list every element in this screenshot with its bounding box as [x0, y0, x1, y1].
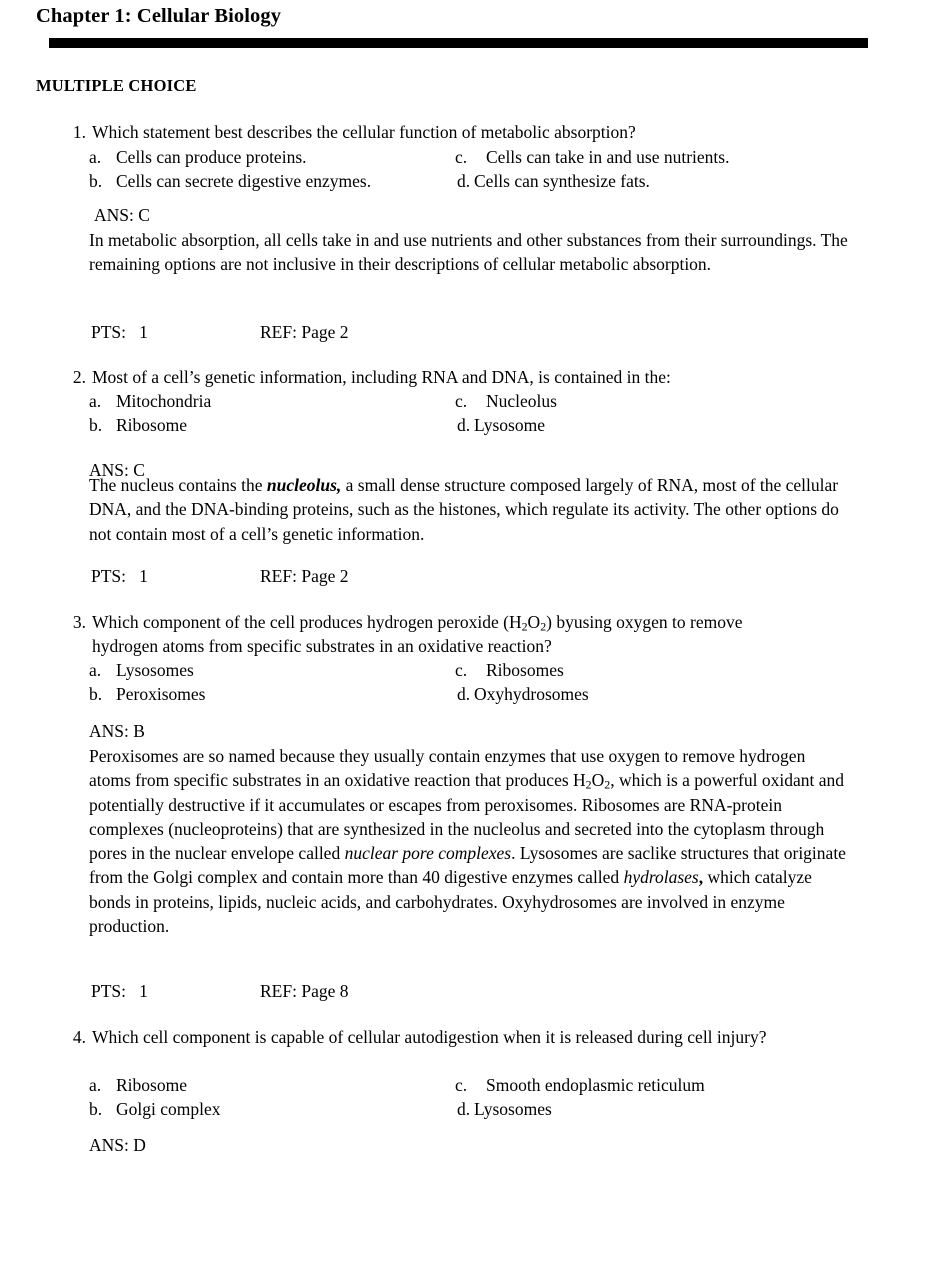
section-heading: MULTIPLE CHOICE [36, 76, 197, 95]
question-number: 1. [72, 122, 86, 142]
option-b-label: b. [89, 415, 103, 435]
option-b[interactable] [89, 1097, 221, 1121]
option-a[interactable] [89, 389, 211, 413]
option-a-text: Lysosomes [116, 660, 194, 680]
question-stem: Which cell component is capable of cellular autodigestion when it is released during cell injury? [92, 1027, 767, 1047]
option-d-label: d. [457, 171, 471, 191]
rationale-2-part2: a small dense structure composed largely of RNA, most of the cellular DNA, and the DNA-binding proteins, such as the histones, which regulate its activity. The other options do not contain most of a cell’s genetic information. [89, 475, 839, 544]
question-stem-part3: ) byusing oxygen to remove hydrogen atoms from specific substrates in an oxidative reaction? [92, 612, 743, 656]
subscript-2: 2 [540, 619, 547, 634]
option-b-text: Golgi complex [116, 1099, 221, 1119]
rationale-2-part1: The nucleus contains the [89, 475, 267, 495]
ref-value: REF: Page 2 [260, 322, 349, 342]
option-c-text: Ribosomes [486, 660, 564, 680]
option-d[interactable] [457, 169, 650, 193]
subscript-2: 2 [604, 777, 611, 792]
question-stem [92, 610, 812, 658]
question-number: 3. [72, 612, 86, 632]
option-a[interactable] [89, 145, 307, 169]
answer-label-2: ANS: C [89, 460, 145, 480]
option-c[interactable] [455, 658, 564, 682]
answer-label-4: ANS: D [89, 1135, 146, 1155]
ref-value: REF: Page 8 [260, 981, 349, 1001]
rationale-3-part3: , which is a powerful oxidant and potentially destructive if it accumulates or escapes from peroxisomes. Ribosomes are RNA-protein complexes (nucleoproteins) that are synthesized in the nucleolus and secreted into the cytoplasm through pores in the nuclear envelope called [89, 770, 844, 864]
pts-value: PTS: 1 [91, 566, 148, 586]
option-b[interactable] [89, 413, 187, 437]
subscript-2: 2 [585, 777, 592, 792]
option-a-text: Ribosome [116, 1075, 187, 1095]
rationale-3-part5: , [698, 867, 704, 888]
option-d[interactable] [457, 1097, 552, 1121]
question-stem: Most of a cell’s genetic information, including RNA and DNA, is contained in the: [92, 367, 671, 387]
option-d[interactable] [457, 413, 545, 437]
option-b[interactable] [89, 169, 371, 193]
question-stem-part2: O [527, 612, 541, 632]
option-a-label: a. [89, 391, 102, 411]
rationale-3-part1: Peroxisomes are so named because they usually contain enzymes that use oxygen to remove hydrogen atoms from specific substrates in an oxidative reaction that produces H [89, 746, 806, 791]
question-stem: Which statement best describes the cellular function of metabolic absorption? [92, 122, 636, 142]
option-b[interactable] [89, 682, 205, 706]
option-c-label: c. [455, 1075, 468, 1095]
option-d-label: d. [457, 684, 471, 704]
option-c-text: Smooth endoplasmic reticulum [486, 1075, 705, 1095]
rationale-3 [89, 744, 849, 938]
option-b-label: b. [89, 171, 103, 191]
option-b-text: Cells can secrete digestive enzymes. [116, 171, 372, 191]
option-d-text: Lysosomes [474, 1099, 552, 1119]
option-b-text: Ribosome [116, 415, 187, 435]
option-a-text: Cells can produce proteins. [116, 147, 307, 167]
rationale-3-emphasis-2: hydrolases [623, 867, 699, 888]
pts-value: PTS: 1 [91, 322, 148, 342]
option-d-text: Lysosome [474, 415, 545, 435]
option-a-label: a. [89, 660, 102, 680]
option-d-text: Oxyhydrosomes [474, 684, 589, 704]
option-d-text: Cells can synthesize fats. [474, 171, 650, 191]
option-b-text: Peroxisomes [116, 684, 206, 704]
rationale-3-part6: which catalyze bonds in proteins, lipids, nucleic acids, and carbohydrates. Oxyhydrosomes are involved in enzyme production. [89, 867, 812, 937]
answer-label-1: ANS: C [94, 205, 150, 225]
rationale-3-part4: . Lysosomes are saclike structures that originate from the Golgi complex and contain more than 40 digestive enzymes called [89, 843, 846, 888]
answer-label-3: ANS: B [89, 721, 145, 741]
question-number: 4. [72, 1027, 86, 1047]
option-c[interactable] [455, 145, 729, 169]
header-rule-bar [49, 38, 868, 48]
rationale-3-part2: O [591, 770, 605, 791]
rationale-1: In metabolic absorption, all cells take in and use nutrients and other substances from their surroundings. The remaining options are not inclusive in their descriptions of cellular metabolic absorption. [89, 230, 848, 275]
option-c-label: c. [455, 147, 468, 167]
option-a-label: a. [89, 1075, 102, 1095]
pts-value: PTS: 1 [91, 981, 148, 1001]
ref-value: REF: Page 2 [260, 566, 349, 586]
option-c-text: Nucleolus [486, 391, 557, 411]
option-d-label: d. [457, 415, 471, 435]
subscript-2: 2 [521, 619, 528, 634]
question-stem-part1: Which component of the cell produces hydrogen peroxide (H [92, 612, 522, 632]
question-number: 2. [72, 367, 86, 387]
rationale-2 [89, 473, 849, 546]
option-b-label: b. [89, 1099, 103, 1119]
page-title: Chapter 1: Cellular Biology [36, 5, 282, 27]
option-c-text: Cells can take in and use nutrients. [486, 147, 730, 167]
option-a[interactable] [89, 1073, 187, 1097]
option-a-text: Mitochondria [116, 391, 212, 411]
option-d-label: d. [457, 1099, 471, 1119]
option-a-label: a. [89, 147, 102, 167]
option-c[interactable] [455, 1073, 705, 1097]
option-a[interactable] [89, 658, 194, 682]
rationale-3-emphasis-1: nuclear pore complexes [344, 843, 512, 864]
rationale-2-emphasis: nucleolus, [266, 475, 342, 495]
option-d[interactable] [457, 682, 589, 706]
option-c[interactable] [455, 389, 557, 413]
option-c-label: c. [455, 660, 468, 680]
option-c-label: c. [455, 391, 468, 411]
option-b-label: b. [89, 684, 103, 704]
